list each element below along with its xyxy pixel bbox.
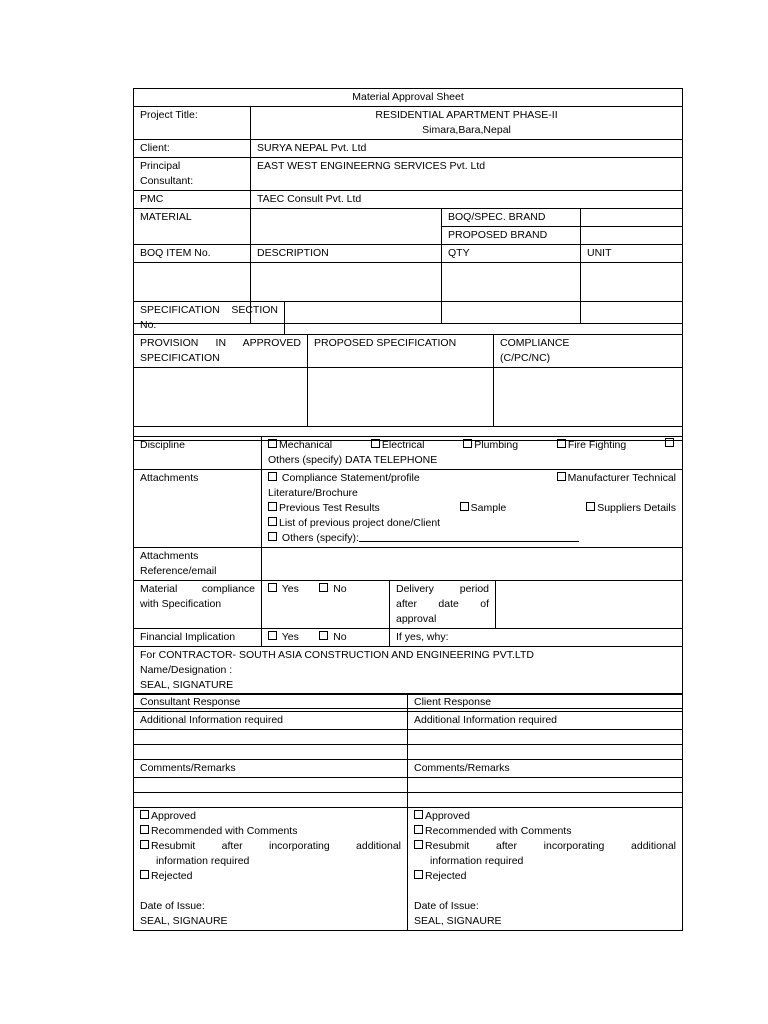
- boq-item-label: BOQ ITEM No.: [134, 245, 251, 263]
- checkbox-icon[interactable]: [460, 502, 469, 511]
- delivery-line1: Delivery period: [396, 583, 489, 595]
- fire-fighting-option[interactable]: [557, 438, 626, 453]
- client-blank-4: [408, 793, 683, 808]
- attachments-row-3: [268, 501, 676, 516]
- client-comments-label: Comments/Remarks: [408, 760, 683, 778]
- client-blank-2: [408, 745, 683, 760]
- compliance-no-option[interactable]: [319, 583, 346, 595]
- checkbox-icon[interactable]: [414, 840, 423, 849]
- delivery-line3: approval: [396, 613, 437, 625]
- mechanical-label: Mechanical: [279, 439, 333, 451]
- consultant-response-label: Consultant Response: [134, 694, 408, 712]
- financial-implication-label: Financial Implication: [134, 629, 262, 647]
- no-label: No: [333, 583, 347, 595]
- consultant-recommended-option[interactable]: [140, 824, 401, 839]
- contractor-block: [134, 647, 683, 695]
- material-compliance-options: [262, 581, 390, 629]
- principal-label-1: Principal: [140, 160, 181, 172]
- checkbox-icon[interactable]: [414, 825, 423, 834]
- client-approved-option[interactable]: [414, 809, 676, 824]
- attachments-reference-label: [134, 548, 262, 581]
- checkbox-icon[interactable]: [586, 502, 595, 511]
- qty-label: QTY: [442, 245, 581, 263]
- proposed-spec-label: PROPOSED SPECIFICATION: [308, 335, 494, 368]
- checkbox-icon[interactable]: [268, 502, 277, 511]
- checkbox-icon[interactable]: [414, 810, 423, 819]
- client-resubmit-line2: information required: [430, 855, 524, 867]
- checkbox-icon[interactable]: [557, 472, 566, 481]
- checkbox-icon[interactable]: [268, 583, 277, 592]
- project-title-value: [251, 107, 683, 140]
- approved-label: Approved: [425, 810, 470, 822]
- compliance-yes-option[interactable]: [268, 583, 299, 595]
- consultant-seal-signature: SEAL, SIGNAURE: [140, 915, 228, 927]
- client-rejected-option[interactable]: [414, 869, 676, 884]
- resubmit-label: Resubmit after incorporating additional: [151, 840, 401, 852]
- client-decision: [408, 808, 683, 931]
- unit-label: UNIT: [581, 245, 683, 263]
- recommended-label: Recommended with Comments: [151, 825, 298, 837]
- principal-consultant-value: EAST WEST ENGINEERNG SERVICES Pvt. Ltd: [251, 158, 683, 191]
- sample-label: Sample: [470, 502, 507, 514]
- response-table: [133, 693, 683, 931]
- consultant-resubmit-option[interactable]: [140, 839, 401, 854]
- material-compliance-label: [134, 581, 262, 629]
- others-specify-line[interactable]: [359, 531, 579, 542]
- yes-label: Yes: [281, 583, 299, 595]
- approved-label: Approved: [151, 810, 196, 822]
- proposed-brand-label: PROPOSED BRAND: [442, 227, 581, 245]
- rejected-label: Rejected: [425, 870, 467, 882]
- att-ref-line2: Reference/email: [140, 565, 217, 577]
- checkbox-icon[interactable]: [140, 870, 149, 879]
- client-blank-1: [408, 730, 683, 745]
- checkbox-icon[interactable]: [414, 870, 423, 879]
- compliance-statement-option[interactable]: [268, 471, 420, 486]
- checkbox-icon[interactable]: [319, 583, 328, 592]
- name-designation: Name/Designation :: [140, 664, 233, 676]
- att-ref-line1: Attachments: [140, 550, 199, 562]
- attachments-reference-value: [262, 548, 683, 581]
- delivery-period-label: [390, 581, 496, 629]
- discipline-row-1: [268, 438, 676, 453]
- plumbing-label: Plumbing: [474, 439, 519, 451]
- plumbing-option[interactable]: [463, 438, 518, 453]
- checkbox-icon[interactable]: [268, 631, 277, 640]
- checkbox-icon[interactable]: [140, 825, 149, 834]
- project-title-label: Project Title:: [134, 107, 251, 140]
- consultant-blank-4: [134, 793, 408, 808]
- consultant-decision: [134, 808, 408, 931]
- client-date-of-issue: Date of Issue:: [414, 900, 479, 912]
- consultant-blank-2: [134, 745, 408, 760]
- previous-test-results-option[interactable]: [268, 501, 380, 516]
- project-info-table: [133, 88, 683, 324]
- client-blank-3: [408, 778, 683, 793]
- checkbox-icon[interactable]: [140, 810, 149, 819]
- compliance-statement-label: Compliance Statement/profile: [281, 472, 420, 484]
- previous-projects-option[interactable]: [268, 516, 676, 531]
- consultant-additional-info: Additional Information required: [134, 712, 408, 730]
- checkbox-icon[interactable]: [140, 840, 149, 849]
- provision-line1: PROVISION IN APPROVED: [140, 337, 301, 349]
- financial-no-option[interactable]: [319, 631, 346, 643]
- consultant-approved-option[interactable]: [140, 809, 401, 824]
- proposed-brand-value: [581, 227, 683, 245]
- contractor-line: For CONTRACTOR- SOUTH ASIA CONSTRUCTION AND ENGINEERING PVT.LTD: [140, 649, 534, 661]
- compliance-line2: (C/PC/NC): [500, 352, 551, 364]
- spec-section-line1: SPECIFICATION SECTION: [140, 304, 278, 316]
- suppliers-details-option[interactable]: [586, 501, 676, 516]
- boq-brand-value: [581, 209, 683, 227]
- principal-consultant-label: [134, 158, 251, 191]
- pmc-value: TAEC Consult Pvt. Ltd: [251, 191, 683, 209]
- suppliers-details-label: Suppliers Details: [597, 502, 676, 514]
- checkbox-icon[interactable]: [268, 517, 277, 526]
- attachments-row-1: [268, 471, 676, 486]
- manufacturer-technical-label: Manufacturer Technical: [567, 472, 676, 484]
- compliance-line1: COMPLIANCE: [500, 337, 570, 349]
- project-title-line1: RESIDENTIAL APARTMENT PHASE-II: [375, 109, 558, 121]
- fire-fighting-label: Fire Fighting: [567, 439, 627, 451]
- principal-label-2: Consultant:: [140, 175, 194, 187]
- recommended-label: Recommended with Comments: [425, 825, 572, 837]
- consultant-date-of-issue: Date of Issue:: [140, 900, 205, 912]
- electrical-label: Electrical: [381, 439, 425, 451]
- seal-signature: SEAL, SIGNATURE: [140, 679, 234, 691]
- description-label: DESCRIPTION: [251, 245, 442, 263]
- mechanical-option[interactable]: [268, 438, 332, 453]
- financial-yes-option[interactable]: [268, 631, 299, 643]
- checkbox-icon[interactable]: [557, 439, 566, 448]
- mat-comp-line1: Material compliance: [140, 583, 255, 595]
- attachments-label: Attachments: [134, 470, 262, 548]
- no-label: No: [333, 631, 347, 643]
- specification-table: [133, 301, 683, 441]
- sheet-title: Material Approval Sheet: [134, 89, 683, 107]
- checkbox-icon[interactable]: [371, 439, 380, 448]
- boq-brand-label: BOQ/SPEC. BRAND: [442, 209, 581, 227]
- resubmit-label: Resubmit after incorporating additional: [425, 840, 676, 852]
- discipline-others: Others (specify) DATA TELEPHONE: [268, 454, 438, 466]
- consultant-blank-3: [134, 778, 408, 793]
- client-recommended-option[interactable]: [414, 824, 676, 839]
- client-value: SURYA NEPAL Pvt. Ltd: [251, 140, 683, 158]
- spec-section-line2: No.: [140, 319, 157, 331]
- provision-label: [134, 335, 308, 368]
- previous-test-results-label: Previous Test Results: [279, 502, 380, 514]
- delivery-line2: after date of: [396, 598, 489, 610]
- consultant-rejected-option[interactable]: [140, 869, 401, 884]
- manufacturer-technical-option[interactable]: [557, 471, 676, 486]
- others-label: Others (specify):: [281, 532, 359, 544]
- checkbox-icon[interactable]: [319, 631, 328, 640]
- previous-projects-label: List of previous project done/Client: [279, 517, 441, 529]
- sample-option[interactable]: [460, 501, 507, 516]
- client-seal-signature: SEAL, SIGNAURE: [414, 915, 502, 927]
- material-value: [251, 209, 442, 245]
- mat-comp-line2: with Specification: [140, 598, 222, 610]
- project-title-line2: Simara,Bara,Nepal: [422, 124, 511, 136]
- material-label: MATERIAL: [134, 209, 251, 245]
- compliance-cell: [494, 368, 683, 427]
- client-resubmit-option[interactable]: [414, 839, 676, 854]
- yes-label: Yes: [281, 631, 299, 643]
- if-yes-why: If yes, why:: [390, 629, 683, 647]
- discipline-label: Discipline: [134, 437, 262, 470]
- pmc-label: PMC: [134, 191, 251, 209]
- checkbox-icon[interactable]: [665, 438, 674, 447]
- spec-section-value: [285, 302, 683, 335]
- checkbox-icon[interactable]: [268, 532, 277, 541]
- financial-options: [262, 629, 390, 647]
- client-additional-info: Additional Information required: [408, 712, 683, 730]
- attachments-options: [262, 470, 683, 548]
- checkbox-icon[interactable]: [268, 439, 277, 448]
- discipline-options: [262, 437, 683, 470]
- electrical-option[interactable]: [371, 438, 425, 453]
- checkbox-icon[interactable]: [268, 472, 277, 481]
- client-response-label: Client Response: [408, 694, 683, 712]
- consultant-blank-1: [134, 730, 408, 745]
- proposed-spec-cell: [308, 368, 494, 427]
- rejected-label: Rejected: [151, 870, 193, 882]
- consultant-comments-label: Comments/Remarks: [134, 760, 408, 778]
- others-option[interactable]: [268, 531, 676, 546]
- provision-line2: SPECIFICATION: [140, 352, 220, 364]
- provision-cell: [134, 368, 308, 427]
- literature-brochure: Literature/Brochure: [268, 487, 358, 499]
- checkbox-icon[interactable]: [463, 439, 472, 448]
- details-table: [133, 436, 683, 709]
- spec-section-label: [134, 302, 285, 335]
- consultant-resubmit-line2: information required: [156, 855, 250, 867]
- compliance-label: [494, 335, 683, 368]
- delivery-period-value: [496, 581, 683, 629]
- client-label: Client:: [134, 140, 251, 158]
